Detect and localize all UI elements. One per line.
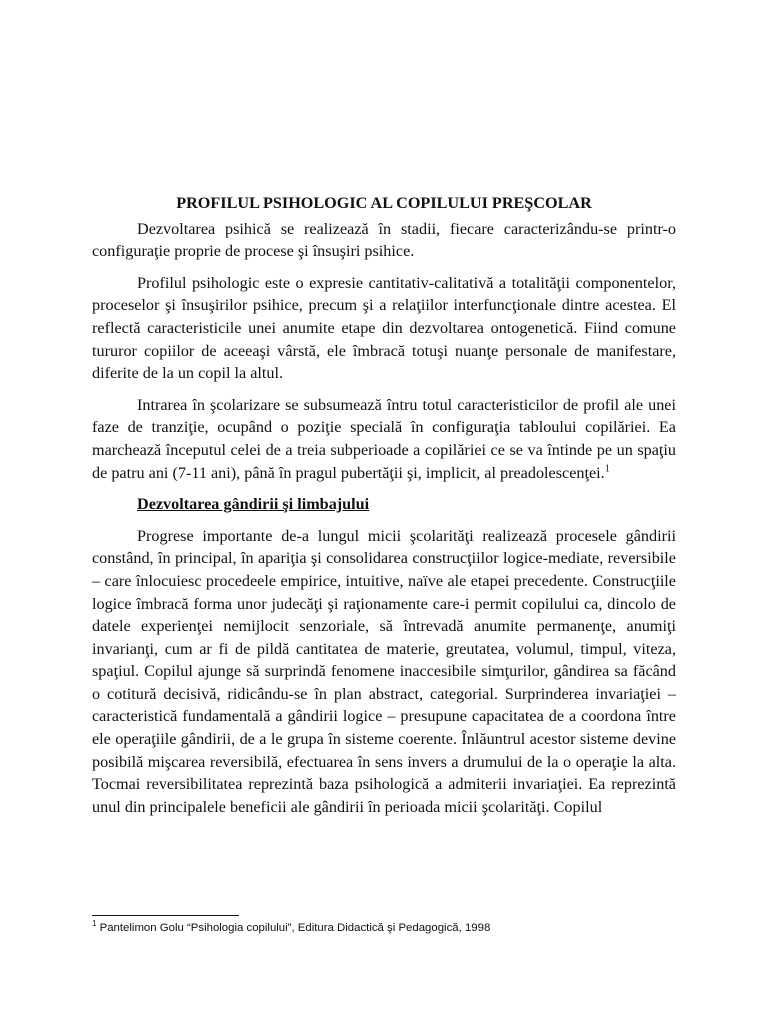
document-body [92, 192, 676, 827]
paragraph-thinking: Progrese importante de-a lungul micii şcolarităţi realizează procesele gândirii constând, în principal, în apariţia şi consolidarea construcţiilor logice-mediate, reversibile – care înlocuiesc procedeele empirice, intuitive, naïve ale etapei precedente. Construcţiile logice îmbracă forma unor judecăţi şi raţionamente care-i permit copilului ca, dincolo de datele experienţei nemijlocit senzoriale, să întrevadă anumite permanenţe, anumiţi invarianţi, cum ar fi de pildă cantitatea de materie, greutatea, volumul, timpul, viteza, spaţiul. Copilul ajunge să surprindă fenomene inaccesibile simţurilor, gândirea sa făcând o cotitură decisivă, ridicându-se în plan abstract, categorial. Surprinderea invariaţiei – caracteristică fundamentală a gândirii logice – presupune capacitatea de a coordona între ele operaţiile gândirii, de a le grupa în sisteme coerente. Înlăuntrul acestor sisteme devine posibilă mişcarea reversibilă, efectuarea în sens invers a drumului de la o operaţie la alta. Tocmai reversibilitatea reprezintă baza psihologică a admiterii invariaţiei. Ea reprezintă unul din principalele beneficii ale gândirii în perioada micii şcolarităţi. Copilul [92, 526, 676, 816]
section-heading: Dezvoltarea gândirii şi limbajului [137, 495, 370, 514]
footnote [92, 920, 692, 936]
paragraph-schooling-text: Intrarea în şcolarizare se subsumează întru totul caracteristicilor de profil ale unei faze de tranziţie, ocupând o poziţie specială în configuraţia tabloului copilăriei. Ea marchează începutul celei de a treia subperioade a copilăriei ce se va întinde pe un spaţiu de patru ani (7-11 ani), până în pragul pubertăţii şi, implicit, al preadolescenţei. [92, 395, 676, 482]
footnote-text: Pantelimon Golu “Psihologia copilului”, Editura Didactică şi Pedagogică, 1998 [96, 922, 491, 934]
footnote-number: 1 [92, 919, 97, 929]
footnote-reference: 1 [604, 463, 610, 475]
footnote-separator [92, 915, 239, 916]
paragraph-profile: Profilul psihologic este o expresie cantitativ-calitativă a totalităţii componentelor, proceselor şi însuşirilor psihice, precum şi a relaţiilor interfuncţionale dintre acestea. El reflectă caracteristicile unei anumite etape din dezvoltarea ontogenetică. Fiind comune tururor copiilor de aceeaşi vârstă, ele îmbracă totuşi nuanţe personale de manifestare, diferite de la un copil la altul. [92, 273, 676, 383]
paragraph-schooling [92, 394, 676, 484]
document-title: PROFILUL PSIHOLOGIC AL COPILULUI PREŞCOLAR [176, 194, 592, 212]
paragraph-intro: Dezvoltarea psihică se realizează în stadii, fiecare caracterizându-se printr-o configuraţie proprie de procese şi însuşiri psihice. [92, 219, 676, 261]
